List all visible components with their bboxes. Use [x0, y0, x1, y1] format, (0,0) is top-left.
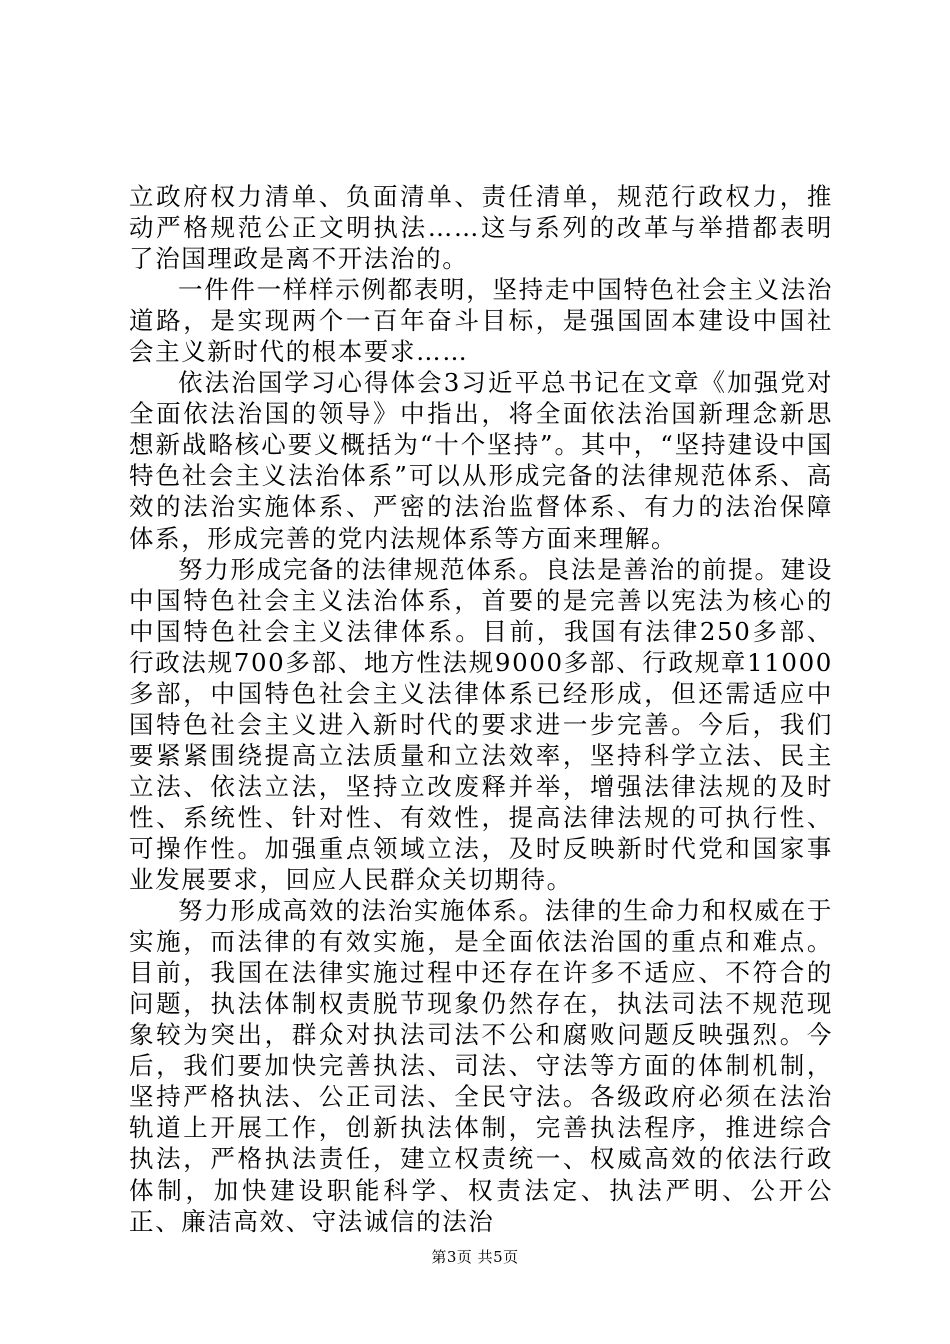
- page-footer: 第3页 共5页: [431, 1248, 519, 1266]
- paragraph: 依法治国学习心得体会3习近平总书记在文章《加强党对全面依法治国的领导》中指出，将全面依法治国新理念新思想新战略核心要义概括为“十个坚持”。其中，“坚持建设中国特色社会主义法治体系”可以从形成完备的法律规范体系、高效的法治实施体系、严密的法治监督体系、有力的法治保障体系，形成完善的党内法规体系等方面来理解。: [129, 368, 833, 553]
- paragraph: 一件件一样样示例都表明，坚持走中国特色社会主义法治道路，是实现两个一百年奋斗目标，是强国固本建设中国社会主义新时代的根本要求……: [129, 275, 833, 367]
- paragraph: 努力形成高效的法治实施体系。法律的生命力和权威在于实施，而法律的有效实施，是全面依法治国的重点和难点。目前，我国在法律实施过程中还存在许多不适应、不符合的问题，执法体制权责脱节现象仍然存在，执法司法不规范现象较为突出，群众对执法司法不公和腐败问题反映强烈。今后，我们要加快完善执法、司法、守法等方面的体制机制，坚持严格执法、公正司法、全民守法。各级政府必须在法治轨道上开展工作，创新执法体制，完善执法程序，推进综合执法，严格执法责任，建立权责统一、权威高效的依法行政体制，加快建设职能科学、权责法定、执法严明、公开公正、廉洁高效、守法诚信的法治: [129, 896, 833, 1236]
- paragraph: 立政府权力清单、负面清单、责任清单，规范行政权力，推动严格规范公正文明执法……这与系列的改革与举措都表明了治国理政是离不开法治的。: [129, 182, 833, 274]
- document-body: [129, 181, 833, 1237]
- paragraph: 努力形成完备的法律规范体系。良法是善治的前提。建设中国特色社会主义法治体系，首要的是完善以宪法为核心的中国特色社会主义法律体系。目前，我国有法律250多部、行政法规700多部、地方性法规9000多部、行政规章11000多部，中国特色社会主义法律体系已经形成，但还需适应中国特色社会主义进入新时代的要求进一步完善。今后，我们要紧紧围绕提高立法质量和立法效率，坚持科学立法、民主立法、依法立法，坚持立改废释并举，增强法律法规的及时性、系统性、针对性、有效性，提高法律法规的可执行性、可操作性。加强重点领域立法，及时反映新时代党和国家事业发展要求，回应人民群众关切期待。: [129, 554, 833, 895]
